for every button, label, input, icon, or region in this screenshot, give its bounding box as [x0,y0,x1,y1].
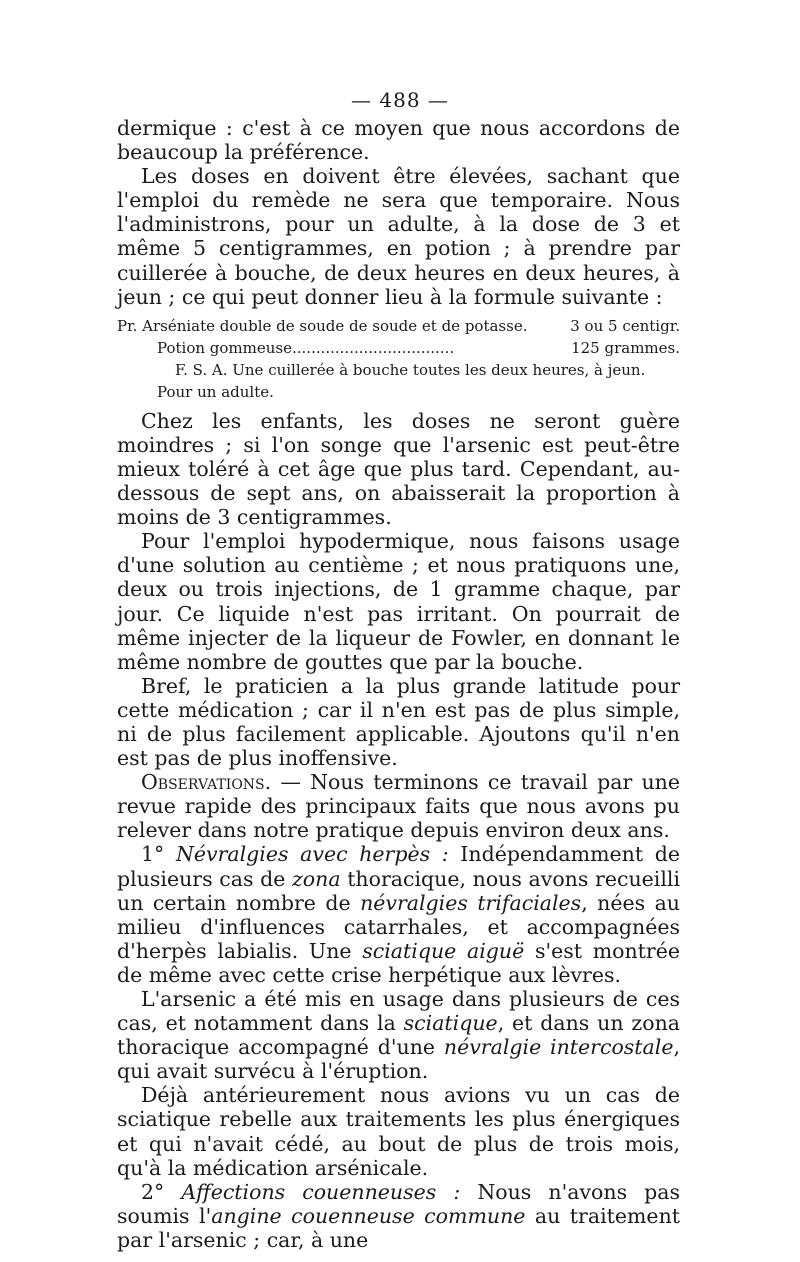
text-run: s'est montrée de même avec cette crise herpétique aux lèvres. [117,938,680,987]
formula-row-patient [117,381,680,403]
formula-quantity: 3 ou 5 centigr. [570,316,680,335]
page-body [117,116,680,1252]
formula-quantity: 125 grammes. [571,338,680,357]
text-run: , qui avait survécu à l'éruption. [117,1035,680,1084]
formula-ingredient: Potion gommeuse.................................. [157,338,455,357]
italic-term: sciatique aiguë [362,938,525,963]
section-title: Névralgies avec herpès : [175,842,449,867]
formula-row-potion [117,337,680,359]
italic-term: névralgies trifaciales [360,890,582,915]
section-number: 1° [141,842,176,867]
page-number: — 488 — [351,88,449,112]
italic-term: zona [291,866,341,891]
prescription-formula [117,315,680,403]
formula-patient: Pour un adulte. [157,382,274,401]
formula-ingredient: Pr. Arséniate double de soude de soude et de potasse. [117,316,528,335]
observations-label: Observations. [141,770,272,795]
paragraph-doses: Les doses en doivent être élevées, sachant que l'emploi du remède ne sera que temporaire. Nous l'administrons, pour un adulte, à la dose de 3 et même 5 centigrammes, en potion ; à prendre par cuillerée à bouche, de deux heures en deux heures, à jeun ; ce qui peut donner lieu à la formule suivante : [117,164,680,309]
paragraph-sciatica-case: Déjà antérieurement nous avions vu un cas de sciatique rebelle aux traitements les plus énergiques et qui n'avait cédé, au bout de plus de trois mois, qu'à la médication arsénicale. [117,1083,680,1180]
formula-row-instructions [117,359,680,381]
paragraph-observations [117,770,680,842]
text-run: , nées au milieu d'influences catarrhales, et accompagnées d'herpès labialis. Une [117,890,680,963]
italic-term: angine couenneuse commune [211,1203,526,1228]
text-run: L'arsenic a été mis en usage dans plusieurs de ces cas, et notamment dans la [117,987,680,1036]
section-title: Affections couenneuses : [181,1179,461,1204]
italic-term: sciatique [403,1011,498,1036]
text-run: Nous n'avons pas soumis l' [117,1179,681,1228]
paragraph-children: Chez les enfants, les doses ne seront guère moindres ; si l'on songe que l'arsenic est peut-être mieux toléré à cet âge que plus tard. Cependant, au-dessous de sept ans, on abaisserait la proportion à moins de 3 centigrammes. [117,408,680,530]
text-run: au traitement par l'arsenic ; car, à une [117,1203,681,1252]
paragraph-continuation: dermique : c'est à ce moyen que nous accordons de beaucoup la préférence. [117,116,680,165]
text-run: thoracique, nous avons recueilli un certain nombre de [117,866,680,915]
text-run: Indépendamment de plusieurs cas de [117,842,680,891]
paragraph-summary: Bref, le praticien a la plus grande latitude pour cette médication ; car il n'en est pas de plus simple, ni de plus facilement applicable. Ajoutons qu'il n'en est pas de plus inoffensive. [117,673,680,771]
formula-row-arseniate [117,315,680,337]
paragraph-hypodermic: Pour l'emploi hypodermique, nous faisons usage d'une solution au centième ; et nous pratiquons une, deux ou trois injections, de 1 gramme chaque, par jour. Ce liquide n'est pas irritant. On pourrait de même injecter de la liqueur de Fowler, en donnant le même nombre de gouttes que par la bouche. [117,529,680,674]
paragraph-nevralgies [117,842,680,987]
italic-term: névralgie intercostale [443,1035,674,1060]
observations-text: — Nous terminons ce travail par une revue rapide des principaux faits que nous avons pu relever dans notre pratique depuis environ deux ans. [117,770,680,843]
paragraph-arsenic-usage [117,987,680,1083]
paragraph-affections [117,1180,680,1252]
section-number: 2° [141,1179,182,1204]
text-run: , et dans un zona thoracique accompagné d'une [117,1011,680,1060]
formula-instructions: F. S. A. Une cuillerée à bouche toutes les deux heures, à jeun. [175,360,646,379]
